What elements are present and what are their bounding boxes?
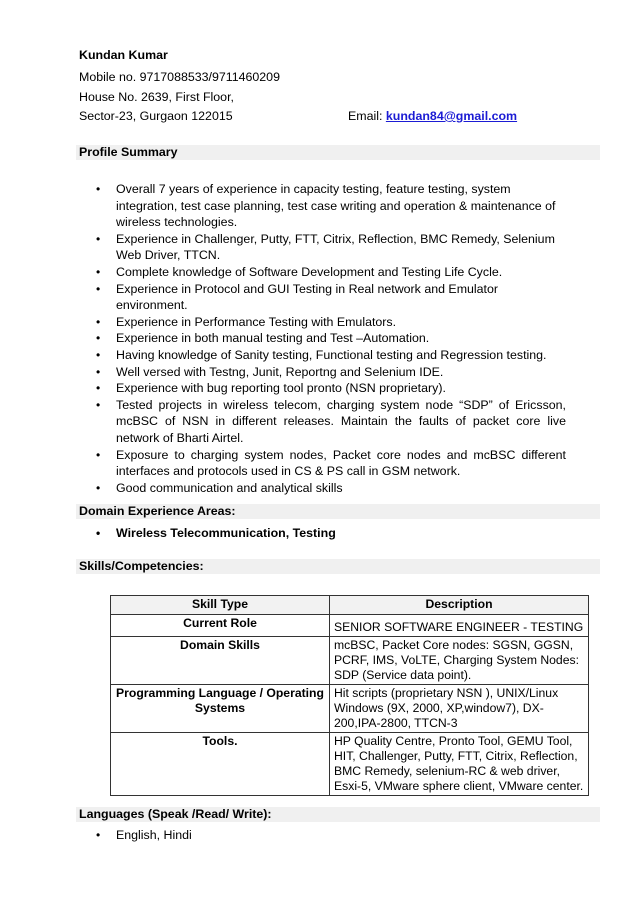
table-row — [111, 685, 589, 733]
table-row — [111, 615, 589, 637]
list-item: • Having knowledge of Sanity testing, Functional testing and Regression testing. — [94, 347, 566, 364]
list-item: • Experience in both manual testing and Test –Automation. — [94, 330, 566, 347]
address-line-2: Sector-23, Gurgaon 122015 — [79, 109, 233, 123]
email-block — [348, 109, 517, 124]
list-item: • Well versed with Testng, Junit, Reportng and Selenium IDE. — [94, 364, 566, 381]
skills-title: Skills/Competencies: — [79, 559, 204, 573]
languages-title: Languages (Speak /Read/ Write): — [79, 807, 272, 821]
table-header-row — [111, 596, 589, 615]
description-cell: Hit scripts (proprietary NSN ), UNIX/Linux Windows (9X, 2000, XP,window7), DX-200,IPA-2800, TTCN-3 — [330, 685, 589, 733]
address-line-1: House No. 2639, First Floor, — [79, 90, 234, 104]
description-cell: mcBSC, Packet Core nodes: SGSN, GGSN, PCRF, IMS, VoLTE, Charging System Nodes: SDP (Service data point). — [330, 637, 589, 685]
list-item: • Complete knowledge of Software Development and Testing Life Cycle. — [94, 264, 566, 281]
domain-experience-list — [94, 525, 566, 542]
list-item: • Exposure to charging system nodes, Packet core nodes and mcBSC different interfaces and protocols used in CS & PS call in GSM network. — [94, 447, 566, 480]
candidate-name: Kundan Kumar — [79, 48, 168, 62]
table-header-skill-type: Skill Type — [111, 596, 330, 615]
list-item: • Experience with bug reporting tool pronto (NSN proprietary). — [94, 380, 566, 397]
list-item: • Tested projects in wireless telecom, charging system node “SDP” of Ericsson, mcBSC of NSN in different releases. Maintain the faults of packet core live network of Bharti Airtel. — [94, 397, 566, 447]
list-item: • Overall 7 years of experience in capacity testing, feature testing, system integration, test case planning, test case writing and operation & maintenance of wireless technologies. — [94, 181, 566, 231]
skill-type-cell: Domain Skills — [111, 637, 330, 685]
description-cell: SENIOR SOFTWARE ENGINEER - TESTING — [330, 615, 589, 637]
list-item: • Wireless Telecommunication, Testing — [94, 525, 566, 542]
list-item: • Experience in Challenger, Putty, FTT, Citrix, Reflection, BMC Remedy, Selenium Web Driver, TTCN. — [94, 231, 566, 264]
email-link[interactable]: kundan84@gmail.com — [385, 109, 518, 123]
table-row — [111, 733, 589, 796]
skill-type-cell: Current Role — [111, 615, 330, 637]
description-cell: HP Quality Centre, Pronto Tool, GEMU Tool, HIT, Challenger, Putty, FTT, Citrix, Reflection, BMC Remedy, selenium-RC & web driver, Esxi-5, VMware sphere client, VMware center. — [330, 733, 589, 796]
languages-list — [94, 827, 566, 844]
email-label: Email: — [348, 109, 386, 123]
list-item: • Good communication and analytical skills — [94, 480, 566, 497]
list-item: • English, Hindi — [94, 827, 566, 844]
skill-type-cell: Tools. — [111, 733, 330, 796]
list-item: • Experience in Performance Testing with Emulators. — [94, 314, 566, 331]
domain-experience-title: Domain Experience Areas: — [79, 504, 236, 518]
mobile-number: Mobile no. 9717088533/9711460209 — [79, 70, 280, 84]
skills-table — [110, 595, 589, 796]
list-item: • Experience in Protocol and GUI Testing in Real network and Emulator environment. — [94, 281, 566, 314]
profile-summary-list — [94, 181, 566, 496]
table-header-description: Description — [330, 596, 589, 615]
skill-type-cell: Programming Language / Operating Systems — [111, 685, 330, 733]
table-row — [111, 637, 589, 685]
profile-summary-title: Profile Summary — [79, 145, 178, 159]
